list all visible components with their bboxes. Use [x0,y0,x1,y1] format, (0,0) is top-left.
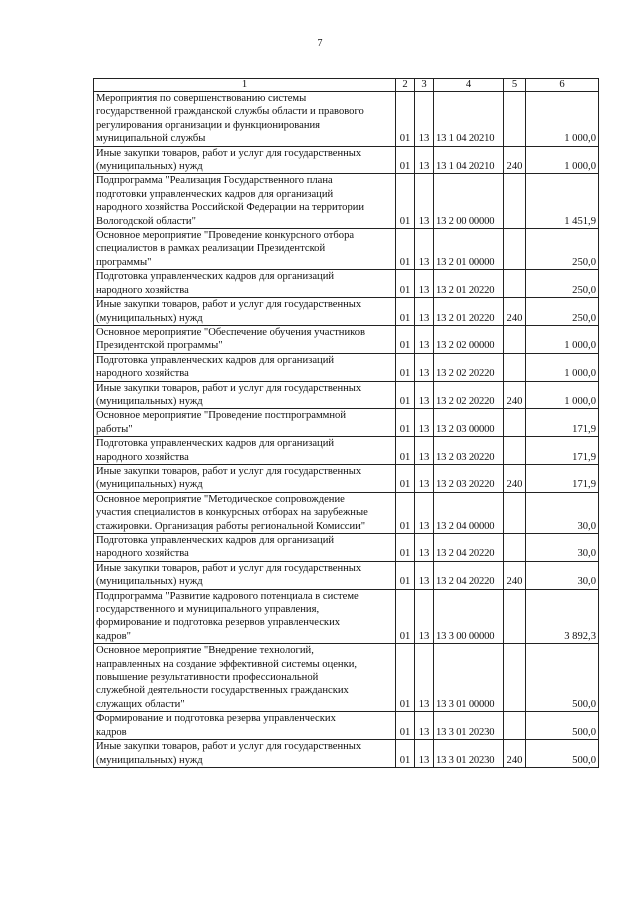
row-amount: 500,0 [526,712,599,740]
row-amount: 1 000,0 [526,381,599,409]
row-expense-type: 240 [504,146,526,174]
header-col-4: 4 [434,79,504,92]
row-expense-type: 240 [504,740,526,768]
row-name: Подготовка управленческих кадров для организаций народного хозяйства [94,437,396,465]
row-amount: 30,0 [526,561,599,589]
row-amount: 171,9 [526,464,599,492]
row-target-code: 13 1 04 20210 [434,146,504,174]
row-amount: 171,9 [526,437,599,465]
row-amount: 250,0 [526,298,599,326]
row-name: Основное мероприятие "Обеспечение обучения участников Президентской программы" [94,325,396,353]
header-col-2: 2 [396,79,415,92]
table-row [94,712,599,740]
row-amount: 171,9 [526,409,599,437]
row-expense-type [504,270,526,298]
row-expense-type [504,437,526,465]
row-amount: 1 000,0 [526,146,599,174]
row-section: 01 [396,92,415,147]
row-name: Мероприятия по совершенствованию системы государственной гражданской службы области и правового регулирования организации и функционирования муниципальной службы [94,92,396,147]
table-row [94,464,599,492]
row-name: Основное мероприятие "Методическое сопровождение участия специалистов в конкурсных отборах на зарубежные стажировки. Организация работы региональной Комиссии" [94,492,396,533]
row-amount: 1 000,0 [526,92,599,147]
table-row [94,409,599,437]
row-target-code: 13 2 04 20220 [434,561,504,589]
row-section: 01 [396,325,415,353]
table-row [94,174,599,229]
row-section: 01 [396,534,415,562]
row-amount: 30,0 [526,492,599,533]
row-subsection: 13 [415,353,434,381]
table-row [94,740,599,768]
row-target-code: 13 3 01 20230 [434,712,504,740]
row-expense-type: 240 [504,561,526,589]
row-subsection: 13 [415,464,434,492]
row-subsection: 13 [415,229,434,270]
header-col-5: 5 [504,79,526,92]
row-subsection: 13 [415,381,434,409]
row-amount: 500,0 [526,644,599,712]
row-section: 01 [396,464,415,492]
row-expense-type [504,712,526,740]
row-target-code: 13 2 01 00000 [434,229,504,270]
page-number: 7 [317,38,323,49]
table-row [94,381,599,409]
row-section: 01 [396,229,415,270]
row-target-code: 13 2 01 20220 [434,270,504,298]
row-section: 01 [396,644,415,712]
row-section: 01 [396,492,415,533]
row-target-code: 13 2 03 20220 [434,464,504,492]
row-name: Подпрограмма "Развитие кадрового потенциала в системе государственного и муниципального управления, формирование и подготовка резервов управленческих кадров" [94,589,396,644]
row-amount: 30,0 [526,534,599,562]
table-header-row [94,79,599,92]
row-section: 01 [396,437,415,465]
row-expense-type: 240 [504,464,526,492]
row-name: Подпрограмма "Реализация Государственного плана подготовки управленческих кадров для организаций народного хозяйства Российской Федерации на территории Вологодской области" [94,174,396,229]
row-target-code: 13 2 00 00000 [434,174,504,229]
row-name: Подготовка управленческих кадров для организаций народного хозяйства [94,534,396,562]
row-section: 01 [396,174,415,229]
row-target-code: 13 2 02 20220 [434,381,504,409]
row-expense-type [504,353,526,381]
row-target-code: 13 2 02 00000 [434,325,504,353]
row-subsection: 13 [415,534,434,562]
row-subsection: 13 [415,561,434,589]
row-name: Иные закупки товаров, работ и услуг для государственных (муниципальных) нужд [94,298,396,326]
row-amount: 1 451,9 [526,174,599,229]
row-target-code: 13 1 04 20210 [434,92,504,147]
row-name: Иные закупки товаров, работ и услуг для государственных (муниципальных) нужд [94,740,396,768]
row-section: 01 [396,298,415,326]
row-name: Основное мероприятие "Внедрение технологий, направленных на создание эффективной системы оценки, повышение результативности профессиональной служебной деятельности государственных гражданских служащих области" [94,644,396,712]
table-row [94,589,599,644]
row-expense-type [504,409,526,437]
row-amount: 250,0 [526,270,599,298]
row-subsection: 13 [415,492,434,533]
table-row [94,437,599,465]
row-section: 01 [396,381,415,409]
row-name: Подготовка управленческих кадров для организаций народного хозяйства [94,353,396,381]
table-row [94,146,599,174]
row-name: Подготовка управленческих кадров для организаций народного хозяйства [94,270,396,298]
row-section: 01 [396,561,415,589]
row-name: Основное мероприятие "Проведение постпрограммной работы" [94,409,396,437]
row-expense-type [504,492,526,533]
table-row [94,325,599,353]
table-row [94,270,599,298]
row-section: 01 [396,353,415,381]
row-subsection: 13 [415,589,434,644]
row-subsection: 13 [415,644,434,712]
row-target-code: 13 2 04 20220 [434,534,504,562]
row-subsection: 13 [415,712,434,740]
row-expense-type [504,174,526,229]
row-section: 01 [396,740,415,768]
row-amount: 1 000,0 [526,325,599,353]
header-col-6: 6 [526,79,599,92]
table-row [94,353,599,381]
row-name: Основное мероприятие "Проведение конкурсного отбора специалистов в рамках реализации Президентской программы" [94,229,396,270]
row-section: 01 [396,712,415,740]
row-target-code: 13 2 02 20220 [434,353,504,381]
row-expense-type [504,92,526,147]
row-section: 01 [396,146,415,174]
row-amount: 250,0 [526,229,599,270]
table-row [94,298,599,326]
row-subsection: 13 [415,174,434,229]
row-target-code: 13 2 03 20220 [434,437,504,465]
row-subsection: 13 [415,740,434,768]
row-amount: 500,0 [526,740,599,768]
row-section: 01 [396,270,415,298]
row-target-code: 13 3 01 20230 [434,740,504,768]
row-section: 01 [396,589,415,644]
row-section: 01 [396,409,415,437]
row-target-code: 13 2 03 00000 [434,409,504,437]
table-row [94,534,599,562]
row-name: Формирование и подготовка резерва управленческих кадров [94,712,396,740]
row-expense-type [504,644,526,712]
row-expense-type [504,534,526,562]
row-amount: 3 892,3 [526,589,599,644]
table-body [94,92,599,768]
row-subsection: 13 [415,298,434,326]
row-name: Иные закупки товаров, работ и услуг для государственных (муниципальных) нужд [94,146,396,174]
table-row [94,492,599,533]
row-subsection: 13 [415,146,434,174]
row-subsection: 13 [415,92,434,147]
table-row [94,644,599,712]
header-col-3: 3 [415,79,434,92]
row-amount: 1 000,0 [526,353,599,381]
row-expense-type [504,589,526,644]
table-row [94,92,599,147]
budget-table [93,78,599,768]
row-subsection: 13 [415,437,434,465]
row-name: Иные закупки товаров, работ и услуг для государственных (муниципальных) нужд [94,561,396,589]
row-expense-type: 240 [504,381,526,409]
row-expense-type: 240 [504,298,526,326]
row-target-code: 13 3 00 00000 [434,589,504,644]
row-target-code: 13 2 04 00000 [434,492,504,533]
table-row [94,229,599,270]
row-subsection: 13 [415,325,434,353]
row-expense-type [504,229,526,270]
row-target-code: 13 3 01 00000 [434,644,504,712]
row-name: Иные закупки товаров, работ и услуг для государственных (муниципальных) нужд [94,381,396,409]
row-subsection: 13 [415,270,434,298]
row-expense-type [504,325,526,353]
row-target-code: 13 2 01 20220 [434,298,504,326]
header-col-1: 1 [94,79,396,92]
row-subsection: 13 [415,409,434,437]
row-name: Иные закупки товаров, работ и услуг для государственных (муниципальных) нужд [94,464,396,492]
table-row [94,561,599,589]
